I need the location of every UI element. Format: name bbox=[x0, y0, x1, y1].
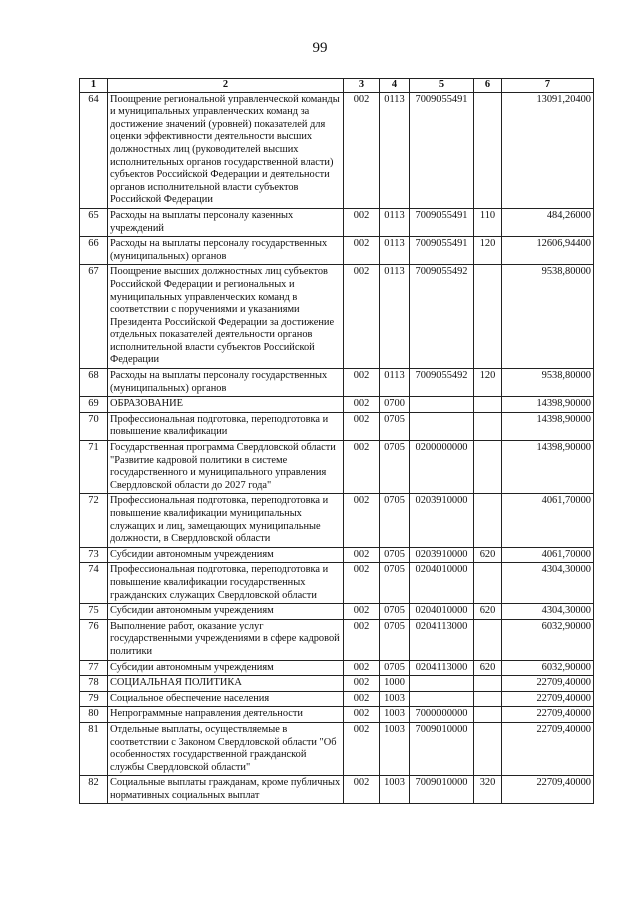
row-code-5: 7009055492 bbox=[410, 265, 474, 369]
table-row bbox=[80, 776, 594, 804]
row-amount: 13091,20400 bbox=[502, 92, 594, 208]
row-name: СОЦИАЛЬНАЯ ПОЛИТИКА bbox=[108, 676, 344, 692]
row-code-6: 620 bbox=[474, 547, 502, 563]
row-number: 73 bbox=[80, 547, 108, 563]
row-name: Расходы на выплаты персоналу государственных (муниципальных) органов bbox=[108, 237, 344, 265]
row-amount: 9538,80000 bbox=[502, 265, 594, 369]
row-name: Профессиональная подготовка, переподготовка и повышение квалификации bbox=[108, 412, 344, 440]
row-name: Государственная программа Свердловской области "Развитие кадровой политики в системе государственного и муниципального управления Свердловской области до 2027 года" bbox=[108, 441, 344, 494]
row-code-5 bbox=[410, 412, 474, 440]
table-row bbox=[80, 369, 594, 397]
row-name: Субсидии автономным учреждениям bbox=[108, 660, 344, 676]
row-code-4: 0113 bbox=[380, 92, 410, 208]
row-amount: 22709,40000 bbox=[502, 691, 594, 707]
row-code-3: 002 bbox=[344, 563, 380, 604]
row-name: Социальное обеспечение населения bbox=[108, 691, 344, 707]
row-code-3: 002 bbox=[344, 397, 380, 413]
row-code-3: 002 bbox=[344, 237, 380, 265]
row-number: 71 bbox=[80, 441, 108, 494]
row-code-6 bbox=[474, 563, 502, 604]
header-cell: 4 bbox=[380, 79, 410, 93]
row-code-6 bbox=[474, 92, 502, 208]
row-code-5: 7000000000 bbox=[410, 707, 474, 723]
row-amount: 4304,30000 bbox=[502, 604, 594, 620]
row-code-5: 0204113000 bbox=[410, 660, 474, 676]
row-amount: 4061,70000 bbox=[502, 494, 594, 547]
row-code-4: 1000 bbox=[380, 676, 410, 692]
row-code-5: 7009055491 bbox=[410, 92, 474, 208]
table-row bbox=[80, 619, 594, 660]
row-code-3: 002 bbox=[344, 547, 380, 563]
row-code-3: 002 bbox=[344, 722, 380, 775]
row-code-4: 0705 bbox=[380, 619, 410, 660]
row-number: 68 bbox=[80, 369, 108, 397]
row-code-3: 002 bbox=[344, 619, 380, 660]
row-code-5: 0204010000 bbox=[410, 563, 474, 604]
row-name: Профессиональная подготовка, переподготовка и повышение квалификации муниципальных служащих и лиц, замещающих муниципальные должности, в Свердловской области bbox=[108, 494, 344, 547]
row-code-3: 002 bbox=[344, 412, 380, 440]
table-row bbox=[80, 92, 594, 208]
header-cell: 3 bbox=[344, 79, 380, 93]
row-number: 65 bbox=[80, 208, 108, 236]
table-row bbox=[80, 441, 594, 494]
row-code-3: 002 bbox=[344, 441, 380, 494]
row-code-5: 0203910000 bbox=[410, 494, 474, 547]
table-row bbox=[80, 547, 594, 563]
row-code-4: 0705 bbox=[380, 563, 410, 604]
row-amount: 12606,94400 bbox=[502, 237, 594, 265]
row-code-5: 7009055491 bbox=[410, 237, 474, 265]
table-row bbox=[80, 208, 594, 236]
row-name: Отдельные выплаты, осуществляемые в соответствии с Законом Свердловской области "Об особенностях государственной гражданской службы Свердловской области" bbox=[108, 722, 344, 775]
table-row bbox=[80, 563, 594, 604]
row-code-5 bbox=[410, 676, 474, 692]
row-name: ОБРАЗОВАНИЕ bbox=[108, 397, 344, 413]
header-cell: 7 bbox=[502, 79, 594, 93]
row-name: Субсидии автономным учреждениям bbox=[108, 604, 344, 620]
table-row bbox=[80, 604, 594, 620]
table-row bbox=[80, 691, 594, 707]
row-number: 79 bbox=[80, 691, 108, 707]
row-code-6 bbox=[474, 397, 502, 413]
budget-table bbox=[79, 78, 594, 804]
row-code-3: 002 bbox=[344, 92, 380, 208]
row-code-6 bbox=[474, 441, 502, 494]
table-row bbox=[80, 494, 594, 547]
row-name: Расходы на выплаты персоналу государственных (муниципальных) органов bbox=[108, 369, 344, 397]
row-amount: 14398,90000 bbox=[502, 397, 594, 413]
row-code-3: 002 bbox=[344, 676, 380, 692]
row-code-5: 0203910000 bbox=[410, 547, 474, 563]
row-code-5: 0204010000 bbox=[410, 604, 474, 620]
page-number: 99 bbox=[312, 40, 328, 56]
row-code-3: 002 bbox=[344, 691, 380, 707]
row-amount: 9538,80000 bbox=[502, 369, 594, 397]
row-code-4: 0113 bbox=[380, 265, 410, 369]
row-code-4: 0705 bbox=[380, 441, 410, 494]
row-code-6 bbox=[474, 722, 502, 775]
row-code-5 bbox=[410, 691, 474, 707]
row-code-6: 110 bbox=[474, 208, 502, 236]
row-code-6 bbox=[474, 707, 502, 723]
row-code-4: 0705 bbox=[380, 604, 410, 620]
row-number: 80 bbox=[80, 707, 108, 723]
row-number: 81 bbox=[80, 722, 108, 775]
row-code-6 bbox=[474, 494, 502, 547]
row-code-6: 620 bbox=[474, 604, 502, 620]
row-code-4: 0705 bbox=[380, 547, 410, 563]
row-amount: 6032,90000 bbox=[502, 660, 594, 676]
row-number: 70 bbox=[80, 412, 108, 440]
table-row bbox=[80, 265, 594, 369]
row-number: 78 bbox=[80, 676, 108, 692]
row-name: Поощрение высших должностных лиц субъектов Российской Федерации и региональных и муниципальных управленческих команд в соответствии с поручениями и указаниями Президента Российской Федерации за достижение отдельных показателей деятельности органов исполнительной власти субъектов Российской Федерации bbox=[108, 265, 344, 369]
row-code-4: 1003 bbox=[380, 722, 410, 775]
row-name: Профессиональная подготовка, переподготовка и повышение квалификации государственных гражданских служащих Свердловской области bbox=[108, 563, 344, 604]
row-amount: 6032,90000 bbox=[502, 619, 594, 660]
row-code-3: 002 bbox=[344, 604, 380, 620]
table-row bbox=[80, 237, 594, 265]
row-code-5 bbox=[410, 397, 474, 413]
row-number: 77 bbox=[80, 660, 108, 676]
row-number: 74 bbox=[80, 563, 108, 604]
row-number: 76 bbox=[80, 619, 108, 660]
header-cell: 2 bbox=[108, 79, 344, 93]
row-name: Выполнение работ, оказание услуг государственными учреждениями в сфере кадровой политики bbox=[108, 619, 344, 660]
row-name: Социальные выплаты гражданам, кроме публичных нормативных социальных выплат bbox=[108, 776, 344, 804]
row-amount: 22709,40000 bbox=[502, 676, 594, 692]
row-code-4: 0700 bbox=[380, 397, 410, 413]
row-amount: 4304,30000 bbox=[502, 563, 594, 604]
row-code-5: 7009055492 bbox=[410, 369, 474, 397]
row-amount: 4061,70000 bbox=[502, 547, 594, 563]
row-amount: 484,26000 bbox=[502, 208, 594, 236]
header-cell: 6 bbox=[474, 79, 502, 93]
row-number: 67 bbox=[80, 265, 108, 369]
row-code-5: 7009010000 bbox=[410, 776, 474, 804]
row-code-4: 1003 bbox=[380, 691, 410, 707]
row-code-4: 0113 bbox=[380, 237, 410, 265]
row-code-5: 7009010000 bbox=[410, 722, 474, 775]
table-row bbox=[80, 722, 594, 775]
row-number: 75 bbox=[80, 604, 108, 620]
row-amount: 14398,90000 bbox=[502, 441, 594, 494]
row-code-4: 0705 bbox=[380, 412, 410, 440]
row-code-4: 0113 bbox=[380, 208, 410, 236]
row-amount: 22709,40000 bbox=[502, 776, 594, 804]
row-code-6 bbox=[474, 676, 502, 692]
row-code-5: 7009055491 bbox=[410, 208, 474, 236]
table-row bbox=[80, 412, 594, 440]
row-code-6: 620 bbox=[474, 660, 502, 676]
row-code-4: 0705 bbox=[380, 494, 410, 547]
row-code-3: 002 bbox=[344, 369, 380, 397]
header-cell: 5 bbox=[410, 79, 474, 93]
row-number: 82 bbox=[80, 776, 108, 804]
row-code-6 bbox=[474, 265, 502, 369]
row-number: 66 bbox=[80, 237, 108, 265]
row-code-5: 0200000000 bbox=[410, 441, 474, 494]
row-amount: 22709,40000 bbox=[502, 707, 594, 723]
row-code-6: 120 bbox=[474, 237, 502, 265]
table-row bbox=[80, 397, 594, 413]
row-code-5: 0204113000 bbox=[410, 619, 474, 660]
row-name: Непрограммные направления деятельности bbox=[108, 707, 344, 723]
row-code-3: 002 bbox=[344, 208, 380, 236]
table-row bbox=[80, 707, 594, 723]
row-code-4: 1003 bbox=[380, 707, 410, 723]
table-header-row bbox=[80, 79, 594, 93]
row-code-3: 002 bbox=[344, 776, 380, 804]
table-row bbox=[80, 660, 594, 676]
row-code-4: 0705 bbox=[380, 660, 410, 676]
row-code-6 bbox=[474, 619, 502, 660]
row-code-3: 002 bbox=[344, 494, 380, 547]
row-code-6: 320 bbox=[474, 776, 502, 804]
row-code-3: 002 bbox=[344, 707, 380, 723]
row-amount: 22709,40000 bbox=[502, 722, 594, 775]
row-number: 64 bbox=[80, 92, 108, 208]
row-name: Субсидии автономным учреждениям bbox=[108, 547, 344, 563]
row-code-4: 1003 bbox=[380, 776, 410, 804]
row-amount: 14398,90000 bbox=[502, 412, 594, 440]
row-code-6 bbox=[474, 412, 502, 440]
row-code-4: 0113 bbox=[380, 369, 410, 397]
row-number: 69 bbox=[80, 397, 108, 413]
row-code-3: 002 bbox=[344, 660, 380, 676]
table-row bbox=[80, 676, 594, 692]
row-name: Расходы на выплаты персоналу казенных учреждений bbox=[108, 208, 344, 236]
row-code-6: 120 bbox=[474, 369, 502, 397]
row-code-6 bbox=[474, 691, 502, 707]
row-code-3: 002 bbox=[344, 265, 380, 369]
row-name: Поощрение региональной управленческой команды и муниципальных управленческих команд за достижение значений (уровней) показателей для оценки эффективности деятельности высших должностных лиц (руководителей высших исполнительных органов государственной власти) субъектов Российской Федерации и деятельности органов исполнительной власти субъектов Российской Федерации bbox=[108, 92, 344, 208]
header-cell: 1 bbox=[80, 79, 108, 93]
row-number: 72 bbox=[80, 494, 108, 547]
